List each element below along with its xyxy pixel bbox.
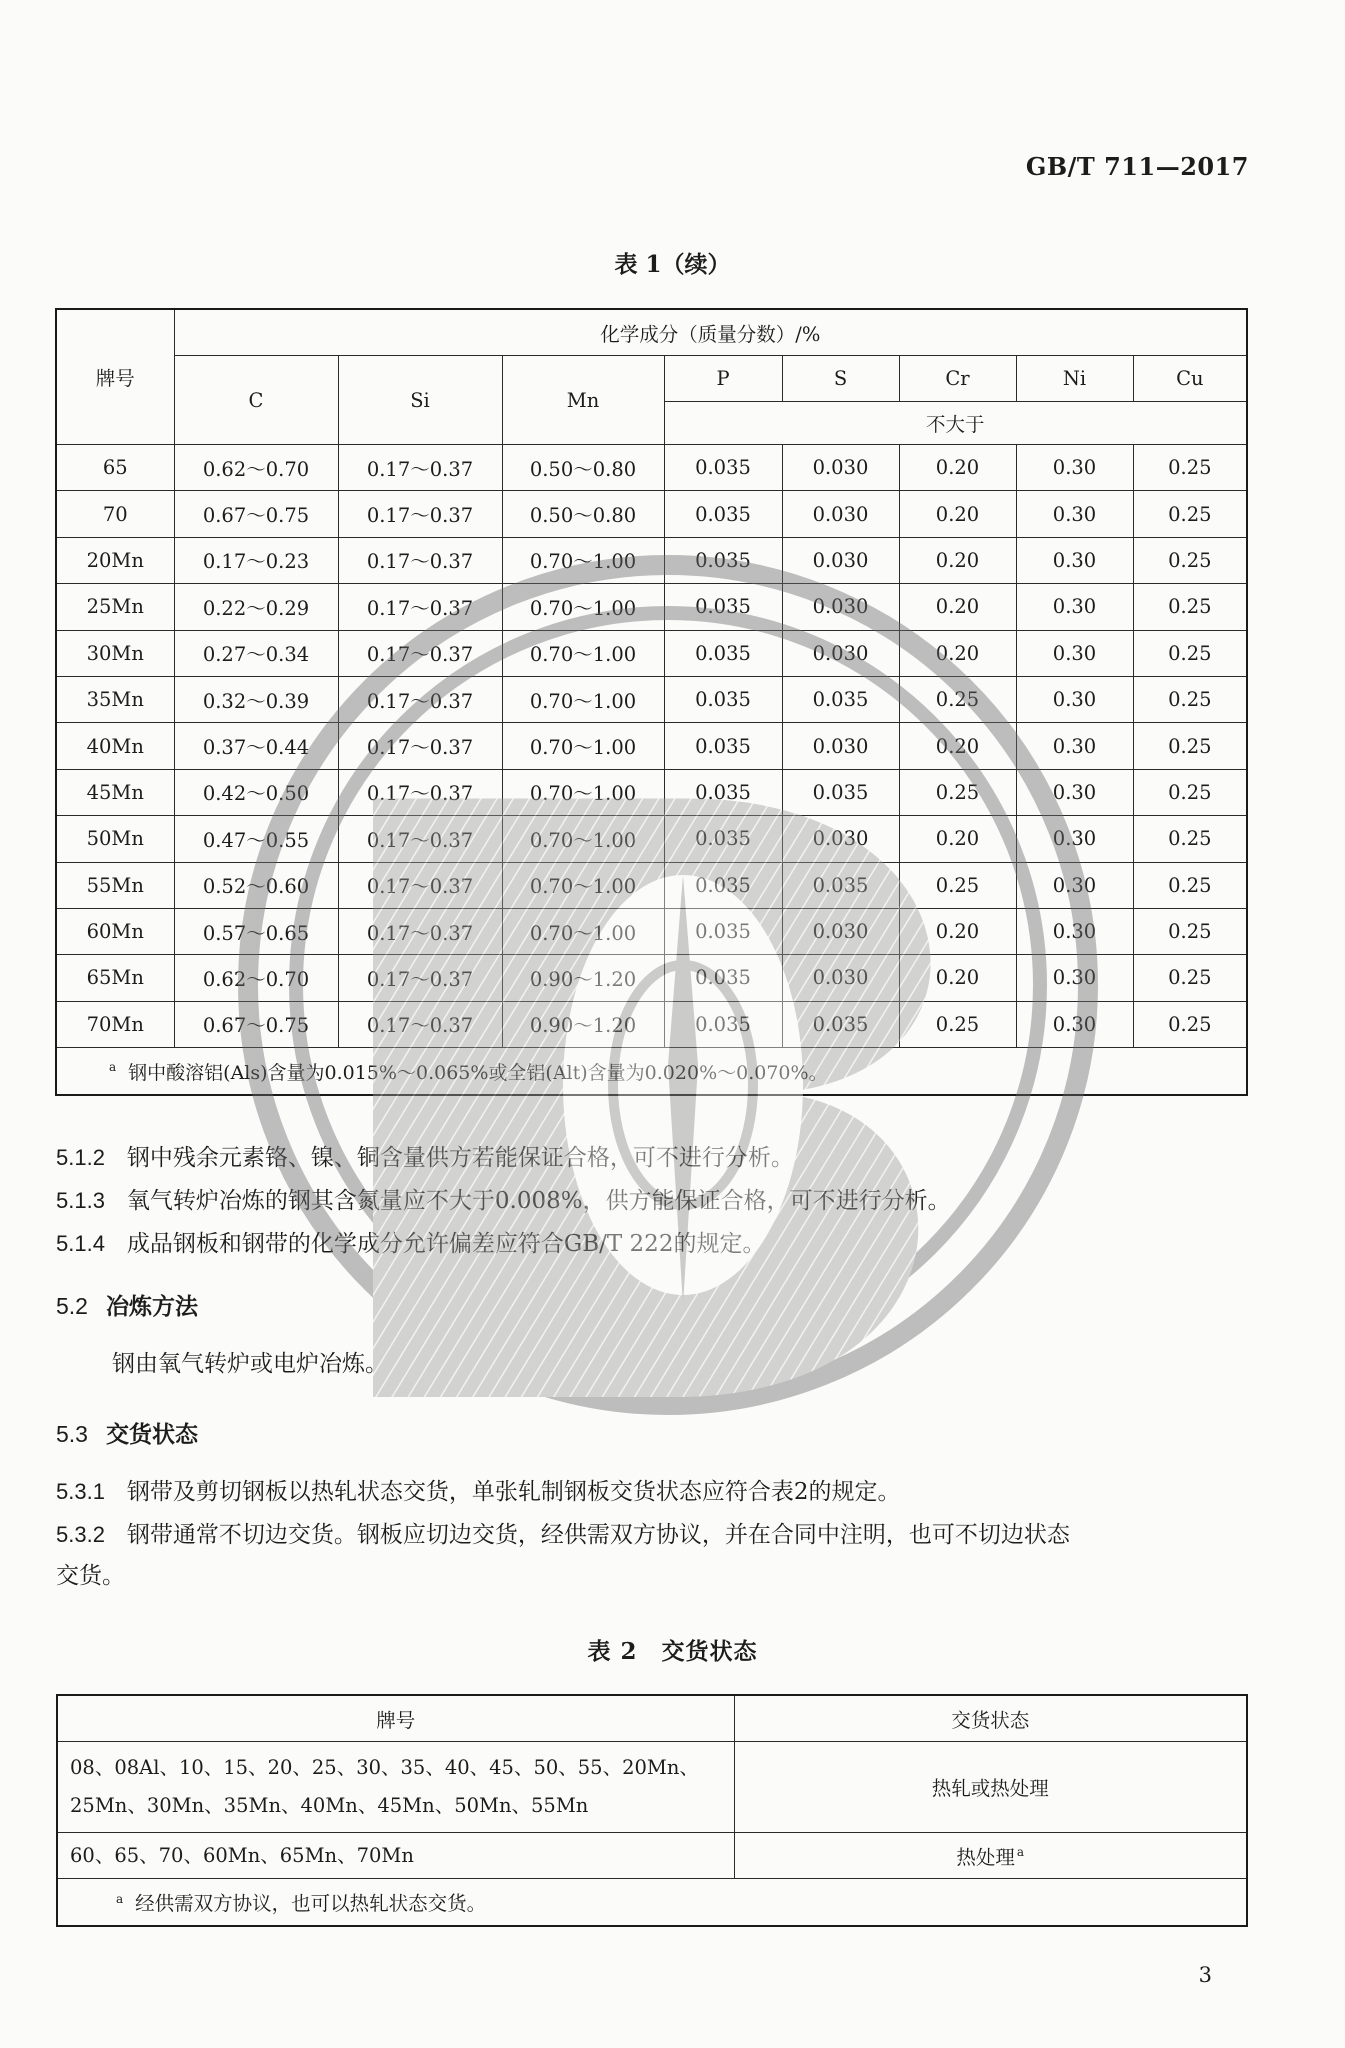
section-5-2-heading [56, 1288, 198, 1321]
value-cell: 0.17～0.37 [338, 630, 502, 676]
value-cell: 0.27～0.34 [174, 630, 338, 676]
standard-code: GB/T 711—2017 [1025, 152, 1249, 181]
value-cell: 0.17～0.37 [338, 723, 502, 769]
table1-row [56, 1001, 1247, 1047]
grade-cell: 65 [56, 445, 174, 491]
value-cell: 0.035 [782, 769, 899, 815]
clause-text: 成品钢板和钢带的化学成分允许偏差应符合GB/T 222的规定。 [126, 1231, 766, 1257]
clause-5-1-2 [56, 1143, 794, 1173]
value-cell: 0.035 [664, 723, 782, 769]
value-cell: 0.20 [899, 955, 1016, 1001]
value-cell: 0.25 [899, 862, 1016, 908]
state-text: 热处理 [956, 1845, 1015, 1869]
value-cell: 0.70～1.00 [502, 908, 664, 954]
page-number: 3 [1198, 1963, 1212, 1987]
value-cell: 0.25 [1133, 445, 1247, 491]
value-cell: 0.20 [899, 630, 1016, 676]
value-cell: 0.57～0.65 [174, 908, 338, 954]
value-cell: 0.17～0.23 [174, 537, 338, 583]
value-cell: 0.67～0.75 [174, 1001, 338, 1047]
clause-5-3-1 [56, 1477, 901, 1507]
value-cell: 0.20 [899, 537, 1016, 583]
value-cell: 0.90～1.20 [502, 1001, 664, 1047]
value-cell: 0.70～1.00 [502, 630, 664, 676]
grade-cell: 70 [56, 491, 174, 537]
header-s: S [782, 356, 899, 402]
value-cell: 0.30 [1016, 584, 1133, 630]
table1-row [56, 723, 1247, 769]
value-cell: 0.17～0.37 [338, 1001, 502, 1047]
clause-number: 5.3.2 [56, 1522, 105, 1547]
grades-cell: 60、65、70、60Mn、65Mn、70Mn [57, 1833, 734, 1879]
value-cell: 0.035 [664, 769, 782, 815]
value-cell: 0.25 [1133, 630, 1247, 676]
table1-row [56, 955, 1247, 1001]
value-cell: 0.035 [782, 676, 899, 722]
value-cell: 0.30 [1016, 862, 1133, 908]
clause-number: 5.1.2 [56, 1145, 105, 1170]
state-cell: 热轧或热处理 [734, 1742, 1247, 1833]
clause-text: 钢带及剪切钢板以热轧状态交货，单张轧制钢板交货状态应符合表2的规定。 [126, 1479, 901, 1505]
clause-5-1-4 [56, 1229, 765, 1259]
clause-number: 5.1.4 [56, 1231, 105, 1256]
value-cell: 0.25 [899, 769, 1016, 815]
value-cell: 0.30 [1016, 1001, 1133, 1047]
value-cell: 0.030 [782, 491, 899, 537]
clause-5-1-3 [56, 1186, 951, 1216]
table1-footnote [56, 1048, 1247, 1096]
value-cell: 0.035 [664, 908, 782, 954]
table2-footnote [57, 1879, 1247, 1927]
grade-cell: 35Mn [56, 676, 174, 722]
table2-title: 表 2 交货状态 [587, 1638, 758, 1665]
value-cell: 0.25 [1133, 862, 1247, 908]
value-cell: 0.50～0.80 [502, 491, 664, 537]
header-mn: Mn [502, 356, 664, 445]
grade-cell: 55Mn [56, 862, 174, 908]
section-number: 5.3 [56, 1421, 88, 1447]
grade-cell: 70Mn [56, 1001, 174, 1047]
value-cell: 0.30 [1016, 955, 1133, 1001]
value-cell: 0.25 [1133, 908, 1247, 954]
header-si: Si [338, 356, 502, 445]
grade-cell: 25Mn [56, 584, 174, 630]
value-cell: 0.47～0.55 [174, 816, 338, 862]
footnote-mark: a [116, 1891, 124, 1906]
value-cell: 0.52～0.60 [174, 862, 338, 908]
value-cell: 0.030 [782, 955, 899, 1001]
header-delivery-state: 交货状态 [734, 1695, 1247, 1742]
grade-cell: 65Mn [56, 955, 174, 1001]
value-cell: 0.22～0.29 [174, 584, 338, 630]
clause-text: 钢带通常不切边交货。钢板应切边交货，经供需双方协议，并在合同中注明，也可不切边状态 [126, 1522, 1070, 1548]
value-cell: 0.25 [1133, 537, 1247, 583]
clause-number: 5.3.1 [56, 1479, 105, 1504]
value-cell: 0.25 [1133, 1001, 1247, 1047]
value-cell: 0.67～0.75 [174, 491, 338, 537]
value-cell: 0.17～0.37 [338, 445, 502, 491]
grade-cell: 50Mn [56, 816, 174, 862]
value-cell: 0.035 [664, 491, 782, 537]
footnote-mark: a [1016, 1845, 1025, 1859]
grade-cell: 60Mn [56, 908, 174, 954]
value-cell: 0.17～0.37 [338, 537, 502, 583]
value-cell: 0.035 [664, 630, 782, 676]
value-cell: 0.25 [1133, 955, 1247, 1001]
table1-row [56, 630, 1247, 676]
value-cell: 0.17～0.37 [338, 955, 502, 1001]
clause-5-3-2 [56, 1520, 1070, 1550]
footnote-text: 钢中酸溶铝(Als)含量为0.015%～0.065%或全铝(Alt)含量为0.020%～0.070%。 [128, 1061, 828, 1084]
value-cell: 0.20 [899, 491, 1016, 537]
clause-5-3-2-continued: 交货。 [56, 1563, 125, 1589]
header-cu: Cu [1133, 356, 1247, 402]
value-cell: 0.25 [1133, 676, 1247, 722]
value-cell: 0.62～0.70 [174, 955, 338, 1001]
value-cell: 0.035 [664, 816, 782, 862]
header-composition: 化学成分（质量分数）/% [174, 309, 1247, 356]
value-cell: 0.30 [1016, 630, 1133, 676]
table1-row [56, 491, 1247, 537]
value-cell: 0.62～0.70 [174, 445, 338, 491]
section-number: 5.2 [56, 1293, 88, 1319]
grade-cell: 30Mn [56, 630, 174, 676]
section-title: 冶炼方法 [105, 1293, 198, 1320]
grade-cell: 20Mn [56, 537, 174, 583]
value-cell: 0.035 [664, 584, 782, 630]
value-cell: 0.42～0.50 [174, 769, 338, 815]
table1-row [56, 862, 1247, 908]
value-cell: 0.30 [1016, 908, 1133, 954]
table1-body [56, 445, 1247, 1048]
value-cell: 0.030 [782, 816, 899, 862]
value-cell: 0.035 [664, 537, 782, 583]
value-cell: 0.035 [664, 862, 782, 908]
table1-row [56, 908, 1247, 954]
grades-cell: 08、08Al、10、15、20、25、30、35、40、45、50、55、20Mn、25Mn、30Mn、35Mn、40Mn、45Mn、50Mn、55Mn [57, 1742, 734, 1833]
header-not-more-than: 不大于 [664, 402, 1247, 445]
value-cell: 0.30 [1016, 816, 1133, 862]
value-cell: 0.50～0.80 [502, 445, 664, 491]
value-cell: 0.25 [1133, 816, 1247, 862]
footnote-text: 经供需双方协议，也可以热轧状态交货。 [135, 1892, 487, 1915]
section-5-2-body: 钢由氧气转炉或电炉冶炼。 [112, 1351, 388, 1377]
table1-row [56, 816, 1247, 862]
value-cell: 0.25 [899, 676, 1016, 722]
value-cell: 0.25 [1133, 491, 1247, 537]
state-cell [734, 1833, 1247, 1879]
value-cell: 0.25 [1133, 723, 1247, 769]
value-cell: 0.30 [1016, 537, 1133, 583]
value-cell: 0.17～0.37 [338, 676, 502, 722]
grade-cell: 40Mn [56, 723, 174, 769]
value-cell: 0.25 [1133, 584, 1247, 630]
value-cell: 0.030 [782, 723, 899, 769]
value-cell: 0.030 [782, 537, 899, 583]
clause-text: 氧气转炉冶炼的钢其含氮量应不大于0.008%，供方能保证合格，可不进行分析。 [126, 1188, 951, 1214]
table1-row [56, 537, 1247, 583]
value-cell: 0.030 [782, 584, 899, 630]
value-cell: 0.25 [1133, 769, 1247, 815]
value-cell: 0.70～1.00 [502, 769, 664, 815]
value-cell: 0.30 [1016, 769, 1133, 815]
value-cell: 0.70～1.00 [502, 862, 664, 908]
value-cell: 0.20 [899, 908, 1016, 954]
value-cell: 0.17～0.37 [338, 862, 502, 908]
value-cell: 0.17～0.37 [338, 816, 502, 862]
value-cell: 0.90～1.20 [502, 955, 664, 1001]
value-cell: 0.30 [1016, 491, 1133, 537]
value-cell: 0.030 [782, 630, 899, 676]
table1-row [56, 676, 1247, 722]
value-cell: 0.20 [899, 584, 1016, 630]
value-cell: 0.035 [782, 1001, 899, 1047]
value-cell: 0.030 [782, 908, 899, 954]
header-grade: 牌号 [57, 1695, 734, 1742]
section-title: 交货状态 [105, 1421, 198, 1448]
value-cell: 0.20 [899, 445, 1016, 491]
value-cell: 0.17～0.37 [338, 769, 502, 815]
value-cell: 0.20 [899, 723, 1016, 769]
grade-cell: 45Mn [56, 769, 174, 815]
value-cell: 0.30 [1016, 723, 1133, 769]
value-cell: 0.25 [899, 1001, 1016, 1047]
value-cell: 0.035 [782, 862, 899, 908]
value-cell: 0.70～1.00 [502, 723, 664, 769]
header-ni: Ni [1016, 356, 1133, 402]
header-grade: 牌号 [56, 309, 174, 445]
value-cell: 0.37～0.44 [174, 723, 338, 769]
clause-number: 5.1.3 [56, 1188, 105, 1213]
value-cell: 0.035 [664, 676, 782, 722]
header-p: P [664, 356, 782, 402]
value-cell: 0.17～0.37 [338, 491, 502, 537]
table1-title: 表 1（续） [614, 251, 731, 278]
value-cell: 0.70～1.00 [502, 584, 664, 630]
table1-row [56, 769, 1247, 815]
delivery-state-table [56, 1694, 1248, 1927]
table1-row [56, 445, 1247, 491]
value-cell: 0.035 [664, 445, 782, 491]
value-cell: 0.030 [782, 445, 899, 491]
table1-row [56, 584, 1247, 630]
header-cr: Cr [899, 356, 1016, 402]
value-cell: 0.70～1.00 [502, 537, 664, 583]
section-5-3-heading [56, 1416, 198, 1449]
value-cell: 0.17～0.37 [338, 584, 502, 630]
value-cell: 0.32～0.39 [174, 676, 338, 722]
value-cell: 0.035 [664, 955, 782, 1001]
header-c: C [174, 356, 338, 445]
chemical-composition-table [55, 308, 1248, 1096]
footnote-mark: a [109, 1060, 117, 1075]
clause-text: 钢中残余元素铬、镍、铜含量供方若能保证合格，可不进行分析。 [126, 1145, 794, 1171]
value-cell: 0.17～0.37 [338, 908, 502, 954]
value-cell: 0.70～1.00 [502, 676, 664, 722]
value-cell: 0.20 [899, 816, 1016, 862]
value-cell: 0.70～1.00 [502, 816, 664, 862]
value-cell: 0.30 [1016, 445, 1133, 491]
value-cell: 0.30 [1016, 676, 1133, 722]
value-cell: 0.035 [664, 1001, 782, 1047]
